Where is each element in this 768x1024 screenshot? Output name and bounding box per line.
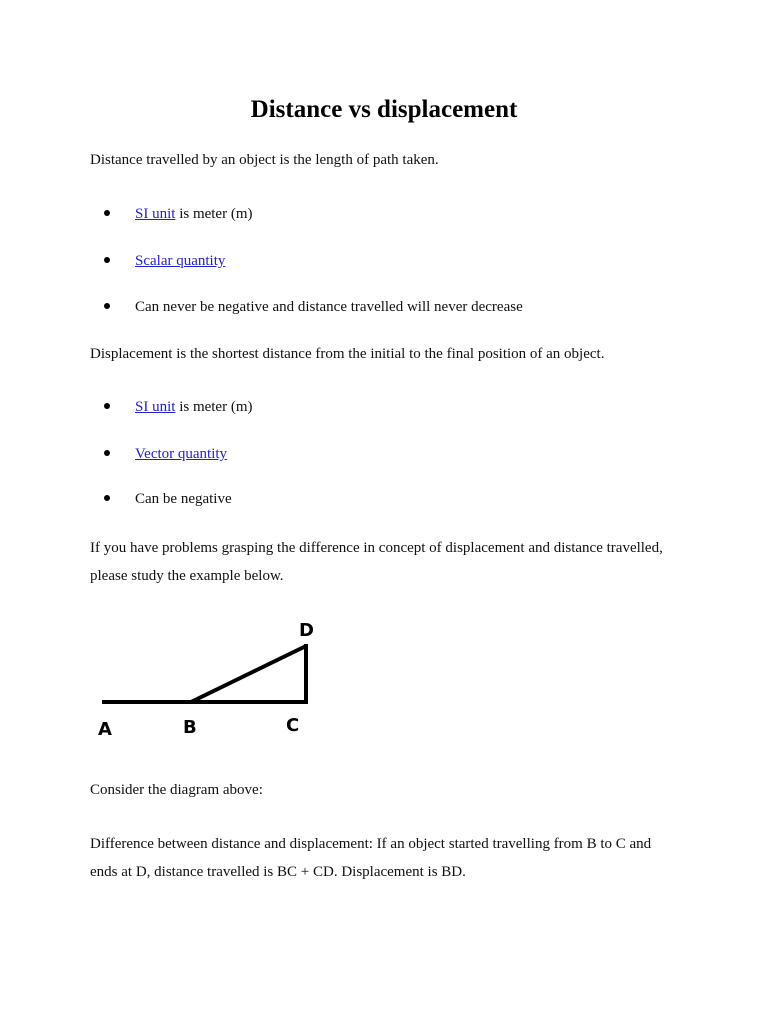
list-item-text <box>135 443 227 465</box>
list-item-rest: is meter (m) <box>175 206 253 222</box>
line-bd <box>191 646 306 702</box>
displacement-intro: Displacement is the shortest distance from the initial to the final position of an object. <box>90 346 605 362</box>
list-item-text <box>135 203 253 225</box>
scalar-quantity-link[interactable]: Scalar quantity <box>135 253 226 269</box>
label-b: B <box>183 717 197 738</box>
label-a: A <box>98 719 112 740</box>
list-item-text <box>135 250 225 272</box>
distance-displacement-diagram <box>90 610 330 745</box>
list-item <box>104 296 664 318</box>
list-item-text: Can never be negative and distance travelled will never decrease <box>135 299 523 315</box>
conclusion-text: Difference between distance and displacement: If an object started travelling from B to C and ends at D, distance travelled is BC + CD. Displacement is BD. <box>90 836 652 880</box>
consider-text: Consider the diagram above: <box>90 782 263 798</box>
list-item <box>104 203 664 225</box>
distance-intro: Distance travelled by an object is the length of path taken. <box>90 152 439 168</box>
vector-quantity-link[interactable]: Vector quantity <box>135 446 228 462</box>
page-title: Distance vs displacement <box>250 96 518 123</box>
list-item <box>104 443 664 465</box>
list-item-text: Can be negative <box>135 491 232 507</box>
bullet-icon <box>104 210 110 216</box>
si-unit-link[interactable]: SI unit <box>135 399 176 415</box>
list-item-rest: is meter (m) <box>175 399 253 415</box>
bullet-icon <box>104 403 110 409</box>
bullet-icon <box>104 257 110 263</box>
label-c: C <box>286 715 300 736</box>
bullet-icon <box>104 450 110 456</box>
bullet-icon <box>104 495 110 501</box>
list-item-text <box>135 396 253 418</box>
list-item <box>104 250 664 272</box>
si-unit-link[interactable]: SI unit <box>135 206 176 222</box>
example-intro: If you have problems grasping the difference in concept of displacement and distance travelled, please study the example below. <box>90 540 663 584</box>
list-item <box>104 396 664 418</box>
label-d: D <box>299 620 314 641</box>
bullet-icon <box>104 303 110 309</box>
list-item <box>104 488 664 510</box>
